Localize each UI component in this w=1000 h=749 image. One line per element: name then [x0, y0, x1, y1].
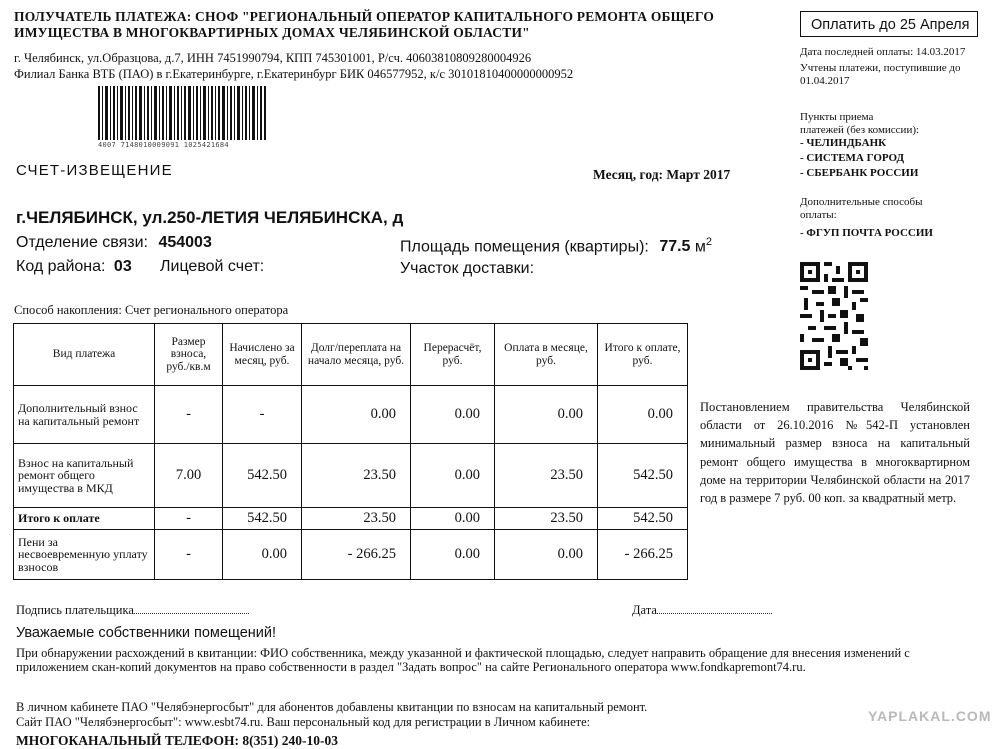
cell: 0.00 — [495, 530, 598, 580]
table-header-row — [14, 324, 688, 386]
billing-month — [593, 167, 730, 183]
cell: 0.00 — [411, 386, 495, 444]
area — [400, 236, 712, 256]
payment-point: - СИСТЕМА ГОРОД — [800, 152, 905, 164]
cell: 542.50 — [223, 508, 302, 530]
barcode — [98, 86, 266, 140]
district — [16, 258, 132, 276]
cell: 7.00 — [155, 444, 223, 508]
date-field — [632, 603, 772, 618]
cell: - 266.25 — [302, 530, 411, 580]
qr-code-icon — [800, 262, 868, 370]
cell: - — [223, 386, 302, 444]
watermark: YAPLAKAL.COM — [868, 708, 992, 724]
cell: 542.50 — [598, 444, 688, 508]
cell: - — [155, 386, 223, 444]
cell: Пени за несвоевременную уплату взносов — [14, 530, 155, 580]
accumulation-method: Способ накопления: Счет регионального оператора — [14, 303, 289, 317]
payee-details-line1: г. Челябинск, ул.Образцова, д.7, ИНН 7451990794, КПП 745301001, Р/сч. 40603810809280004926 — [14, 51, 532, 65]
cell: - — [155, 530, 223, 580]
month-label: Месяц, год: — [593, 167, 664, 182]
table-header: Вид платежа — [14, 324, 155, 386]
cell: 0.00 — [411, 444, 495, 508]
table-header: Перерасчёт, руб. — [411, 324, 495, 386]
postoffice — [16, 234, 212, 252]
payment-point: - ЧЕЛИНДБАНК — [800, 137, 887, 149]
cell: 0.00 — [223, 530, 302, 580]
notice-paragraph: В личном кабинете ПАО "Челябэнергосбыт" для абонентов добавлены квитанции по взносам на капитальный ремонт. — [16, 700, 648, 714]
signature-label: Подпись плательщика — [16, 603, 134, 617]
cell: Итого к оплате — [14, 508, 155, 530]
account-label: Лицевой счет: — [160, 258, 265, 275]
cell: 23.50 — [495, 508, 598, 530]
cell: 0.00 — [302, 386, 411, 444]
table-header: Начислено за месяц, руб. — [223, 324, 302, 386]
cell: 23.50 — [302, 444, 411, 508]
counted-payments: Учтены платежи, поступившие до 01.04.2017 — [800, 62, 961, 87]
area-unit: м — [694, 238, 706, 256]
pay-until-box: Оплатить до 25 Апреля — [800, 11, 978, 37]
property-address: г.ЧЕЛЯБИНСК, ул.250-ЛЕТИЯ ЧЕЛЯБИНСКА, д — [16, 208, 404, 227]
extra-method: - ФГУП ПОЧТА РОССИИ — [800, 227, 933, 239]
notice-paragraph: Сайт ПАО "Челябэнергосбыт": www.esbt74.ru. Ваш персональный код для регистрации в Личном кабинете: — [16, 715, 591, 729]
area-value: 77.5 — [659, 238, 691, 256]
table-row — [14, 530, 688, 580]
date-line — [657, 603, 772, 614]
area-unit-sup: 2 — [705, 236, 713, 248]
delivery-label: Участок доставки: — [400, 260, 535, 277]
postoffice-value: 454003 — [158, 234, 212, 251]
payee-details-line2: Филиал Банка ВТБ (ПАО) в г.Екатеринбурге, г.Екатеринбург БИК 046577952, к/с 30101810400000000952 — [14, 67, 574, 81]
payment-table — [13, 323, 688, 580]
cell: 0.00 — [598, 386, 688, 444]
greeting: Уважаемые собственники помещений! — [16, 625, 277, 641]
signature-field — [16, 603, 249, 618]
table-header: Размер взноса, руб./кв.м — [155, 324, 223, 386]
table-header: Долг/переплата на начало месяца, руб. — [302, 324, 411, 386]
document-title: СЧЕТ-ИЗВЕЩЕНИЕ — [16, 162, 173, 179]
cell: 0.00 — [495, 386, 598, 444]
barcode-caption: 4007 7148010009091 1025421684 — [98, 141, 229, 149]
cell: - 266.25 — [598, 530, 688, 580]
cell: 542.50 — [223, 444, 302, 508]
table-row-total — [14, 508, 688, 530]
district-label: Код района: — [16, 258, 106, 275]
district-value: 03 — [113, 258, 132, 275]
cell: 542.50 — [598, 508, 688, 530]
month-value: Март 2017 — [666, 167, 731, 182]
payment-points-title: Пункты приема платежей (без комиссии): — [800, 111, 920, 136]
last-payment-date: Дата последней оплаты: 14.03.2017 — [800, 46, 966, 58]
date-label: Дата — [632, 603, 657, 617]
table-header: Итого к оплате, руб. — [598, 324, 688, 386]
decree-note: Постановлением правительства Челябинской области от 26.10.2016 №542-П установлен минимальный размер взноса на капитальный ремонт общего имущества в многоквартирном доме на территории Челябинской области на 2017 год в размере 7 руб. 00 коп. за квадратный метр. — [700, 400, 970, 506]
signature-line — [134, 603, 249, 614]
payment-point: - СБЕРБАНК РОССИИ — [800, 167, 919, 179]
payee-title: ПОЛУЧАТЕЛЬ ПЛАТЕЖА: СНОФ "РЕГИОНАЛЬНЫЙ ОПЕРАТОР КАПИТАЛЬНОГО РЕМОНТА ОБЩЕГО ИМУЩЕСТВА В МНОГОКВАРТИРНЫХ ДОМАХ ЧЕЛЯБИНСКОЙ ОБЛАСТИ" — [14, 9, 715, 40]
phone-number: МНОГОКАНАЛЬНЫЙ ТЕЛЕФОН: 8(351) 240-10-03 — [16, 733, 339, 748]
area-label: Площадь помещения (квартиры): — [400, 238, 649, 256]
table-row — [14, 386, 688, 444]
cell: 0.00 — [411, 508, 495, 530]
cell: Взнос на капитальный ремонт общего имущества в МКД — [14, 444, 155, 508]
cell: 23.50 — [302, 508, 411, 530]
table-header: Оплата в месяце, руб. — [495, 324, 598, 386]
cell: 0.00 — [411, 530, 495, 580]
notice-paragraph: При обнаружении расхождений в квитанции: ФИО собственника, между указанной и фактической площадью, следует направить обращение для внесения изменений с приложением скан-копий документов на право собственности в раздел "Задать вопрос" на сайте Регионального оператора www.fondkapremont74.ru. — [16, 646, 910, 675]
cell: Дополнительный взнос на капитальный ремонт — [14, 386, 155, 444]
cell: - — [155, 508, 223, 530]
cell: 23.50 — [495, 444, 598, 508]
table-row — [14, 444, 688, 508]
extra-methods-title: Дополнительные способы оплаты: — [800, 196, 923, 221]
postoffice-label: Отделение связи: — [16, 234, 148, 251]
